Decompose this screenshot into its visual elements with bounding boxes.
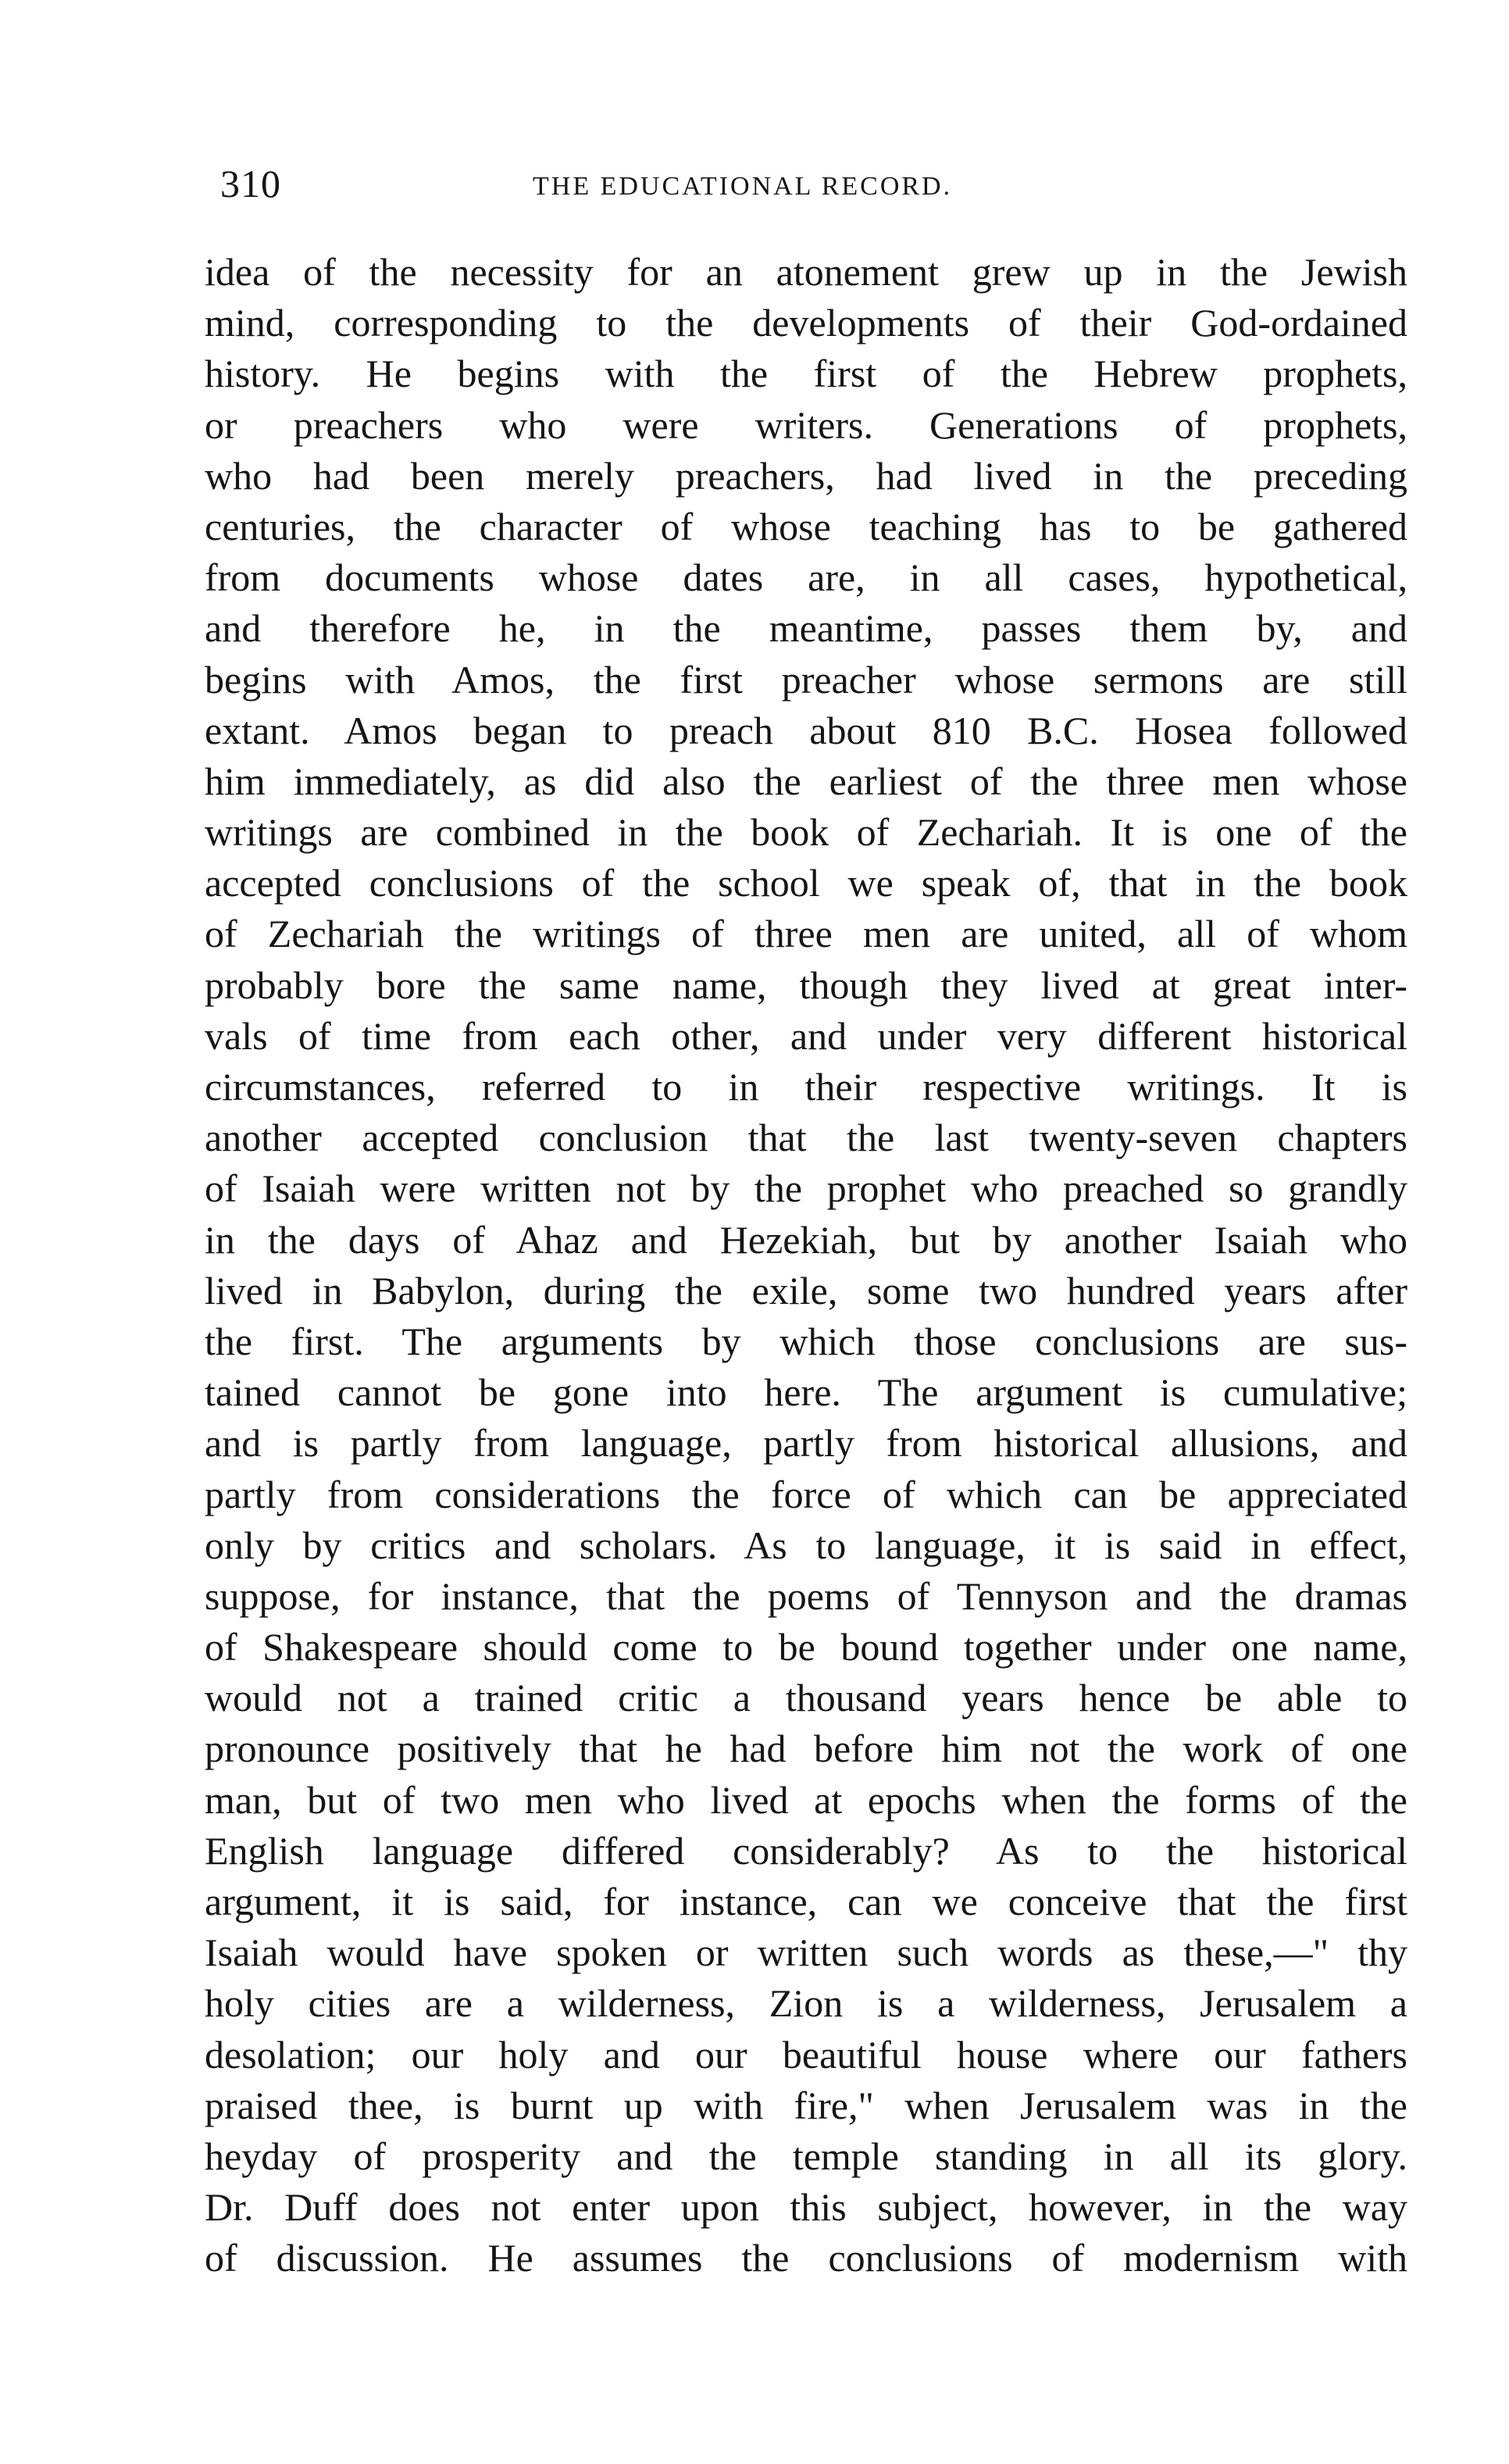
text-line: partly from considerations the force of which can be appreciated — [205, 1472, 1407, 1516]
text-line: begins with Amos, the first preacher whose sermons are still — [205, 657, 1407, 702]
text-line: circumstances, referred to in their respective writings. It is — [205, 1065, 1407, 1109]
text-line: mind, corresponding to the developments of their God-ordained — [205, 301, 1407, 345]
text-line: him immediately, as did also the earliest of the three men whose — [205, 759, 1407, 803]
text-line: would not a trained critic a thousand years hence be able to — [205, 1676, 1407, 1720]
text-line: man, but of two men who lived at epochs when the forms of the — [205, 1777, 1407, 1822]
text-line: only by critics and scholars. As to language, it is said in effect, — [205, 1523, 1407, 1567]
text-line: Dr. Duff does not enter upon this subject, however, in the way — [205, 2185, 1407, 2230]
text-line: history. He begins with the first of the Hebrew prophets, — [205, 352, 1407, 396]
text-line: argument, it is said, for instance, can we conceive that the first — [205, 1880, 1407, 1923]
text-line: pronounce positively that he had before him not the work of one — [205, 1727, 1407, 1771]
text-line: and is partly from language, partly from historical allusions, and — [205, 1421, 1407, 1466]
text-line: and therefore he, in the meantime, passes them by, and — [205, 606, 1407, 651]
body-text — [205, 247, 1407, 2284]
text-line: tained cannot be gone into here. The argument is cumulative; — [205, 1370, 1407, 1415]
text-line: of Zechariah the writings of three men are united, all of whom — [205, 912, 1407, 956]
text-line: or preachers who were writers. Generations of prophets, — [205, 402, 1407, 447]
text-line: of Shakespeare should come to be bound together under one name, — [205, 1625, 1407, 1669]
text-line: English language differed considerably? As to the historical — [205, 1828, 1407, 1873]
text-line: desolation; our holy and our beautiful house where our fathers — [205, 2032, 1407, 2077]
text-line: another accepted conclusion that the last twenty-seven chapters — [205, 1116, 1407, 1160]
text-line: Isaiah would have spoken or written such words as these,—" thy — [205, 1930, 1407, 1975]
page-header — [205, 160, 1407, 207]
text-line: holy cities are a wilderness, Zion is a wilderness, Jerusalem a — [205, 1981, 1407, 2026]
text-line: probably bore the same name, though they lived at great inter- — [205, 962, 1407, 1007]
text-line: writings are combined in the book of Zechariah. It is one of the — [205, 810, 1407, 855]
text-line: praised thee, is burnt up with fire," when Jerusalem was in the — [205, 2083, 1407, 2127]
text-line: from documents whose dates are, in all cases, hypothetical, — [205, 555, 1407, 600]
text-line: lived in Babylon, during the exile, some two hundred years after — [205, 1268, 1407, 1312]
text-line: vals of time from each other, and under very different historical — [205, 1013, 1407, 1058]
text-line: idea of the necessity for an atonement grew up in the Jewish — [205, 250, 1407, 294]
text-line: suppose, for instance, that the poems of Tennyson and the dramas — [205, 1573, 1407, 1618]
text-line: of Isaiah were written not by the prophet who preached so grandly — [205, 1166, 1407, 1211]
text-line: who had been merely preachers, had lived in the preceding — [205, 453, 1407, 498]
text-line: of discussion. He assumes the conclusions of modernism with — [205, 2236, 1407, 2280]
text-line: centuries, the character of whose teaching has to be gathered — [205, 504, 1407, 548]
text-line: accepted conclusions of the school we speak of, that in the book — [205, 861, 1407, 905]
text-line: the first. The arguments by which those conclusions are sus- — [205, 1319, 1407, 1363]
running-head: THE EDUCATIONAL RECORD. — [533, 172, 953, 201]
text-line: in the days of Ahaz and Hezekiah, but by another Isaiah who — [205, 1217, 1407, 1262]
text-line: extant. Amos began to preach about 810 B.C. Hosea followed — [205, 708, 1407, 752]
text-line: heyday of prosperity and the temple standing in all its glory. — [205, 2134, 1407, 2178]
page-number: 310 — [220, 162, 281, 205]
